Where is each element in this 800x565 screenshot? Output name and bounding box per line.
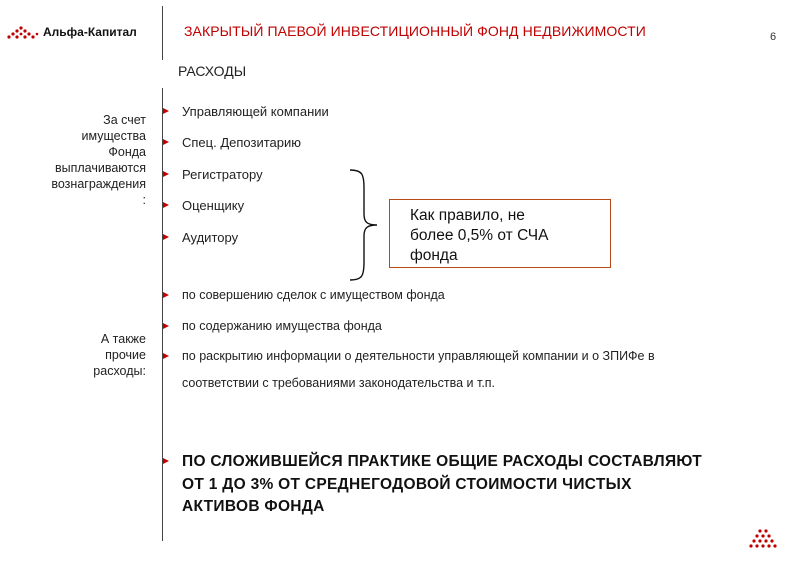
other-item: по содержанию имущества фонда xyxy=(182,319,382,333)
conclusion-line: ПО СЛОЖИВШЕЙСЯ ПРАКТИКЕ ОБЩИЕ РАСХОДЫ СОСТАВЛЯЮТ xyxy=(182,453,703,470)
page-number: 6 xyxy=(770,31,777,43)
other-item-continuation: соответствии с требованиями законодательства и т.п. xyxy=(182,376,496,390)
bullet-icon xyxy=(163,234,169,240)
note-box xyxy=(389,199,611,268)
fee-item: Регистратору xyxy=(182,167,263,182)
fee-item: Аудитору xyxy=(182,230,239,245)
vertical-divider xyxy=(162,88,163,541)
side-label-line: расходы: xyxy=(93,364,146,378)
fee-item: Спец. Депозитарию xyxy=(182,135,301,150)
side-label-line: прочие xyxy=(105,348,146,362)
conclusion-text xyxy=(182,451,772,519)
side-label-line: За счет xyxy=(103,113,146,127)
logo-text: Альфа-Капитал xyxy=(43,25,137,39)
other-item: по раскрытию информации о деятельности управляющей компании и о ЗПИФе в xyxy=(182,349,655,363)
bullet-icon xyxy=(163,292,169,298)
bullet-icon xyxy=(163,139,169,145)
fee-item: Оценщику xyxy=(182,198,245,213)
note-line: Как правило, не xyxy=(410,207,525,224)
fee-item: Управляющей компании xyxy=(182,104,329,119)
other-item: по совершению сделок с имуществом фонда xyxy=(182,288,445,302)
curly-brace-icon xyxy=(346,168,382,282)
side-label-line: вознаграждения xyxy=(51,177,146,191)
company-logo xyxy=(6,24,156,42)
side-label-line: : xyxy=(142,193,146,207)
page-title: ЗАКРЫТЫЙ ПАЕВОЙ ИНВЕСТИЦИОННЫЙ ФОНД НЕДВИЖИМОСТИ xyxy=(184,23,646,39)
bullet-icon xyxy=(163,108,169,114)
side-label-line: Фонда xyxy=(108,145,146,159)
bullet-icon xyxy=(163,202,169,208)
side-label-line: А также xyxy=(100,332,146,346)
side-label-fees xyxy=(6,112,146,208)
note-line: фонда xyxy=(410,247,458,264)
bullet-icon xyxy=(163,458,169,464)
logo-dots-icon xyxy=(6,24,42,42)
side-label-other xyxy=(6,331,146,379)
bullet-icon xyxy=(163,353,169,359)
side-label-line: имущества xyxy=(81,129,146,143)
header-divider xyxy=(162,6,163,60)
corner-dots-icon xyxy=(748,527,782,549)
bullet-icon xyxy=(163,323,169,329)
conclusion-line: АКТИВОВ ФОНДА xyxy=(182,498,325,515)
conclusion-line: ОТ 1 ДО 3% ОТ СРЕДНЕГОДОВОЙ СТОИМОСТИ ЧИСТЫХ xyxy=(182,475,632,493)
section-title: РАСХОДЫ xyxy=(178,63,247,79)
side-label-line: выплачиваются xyxy=(54,161,146,175)
bullet-icon xyxy=(163,171,169,177)
note-line: более 0,5% от СЧА xyxy=(410,227,549,244)
